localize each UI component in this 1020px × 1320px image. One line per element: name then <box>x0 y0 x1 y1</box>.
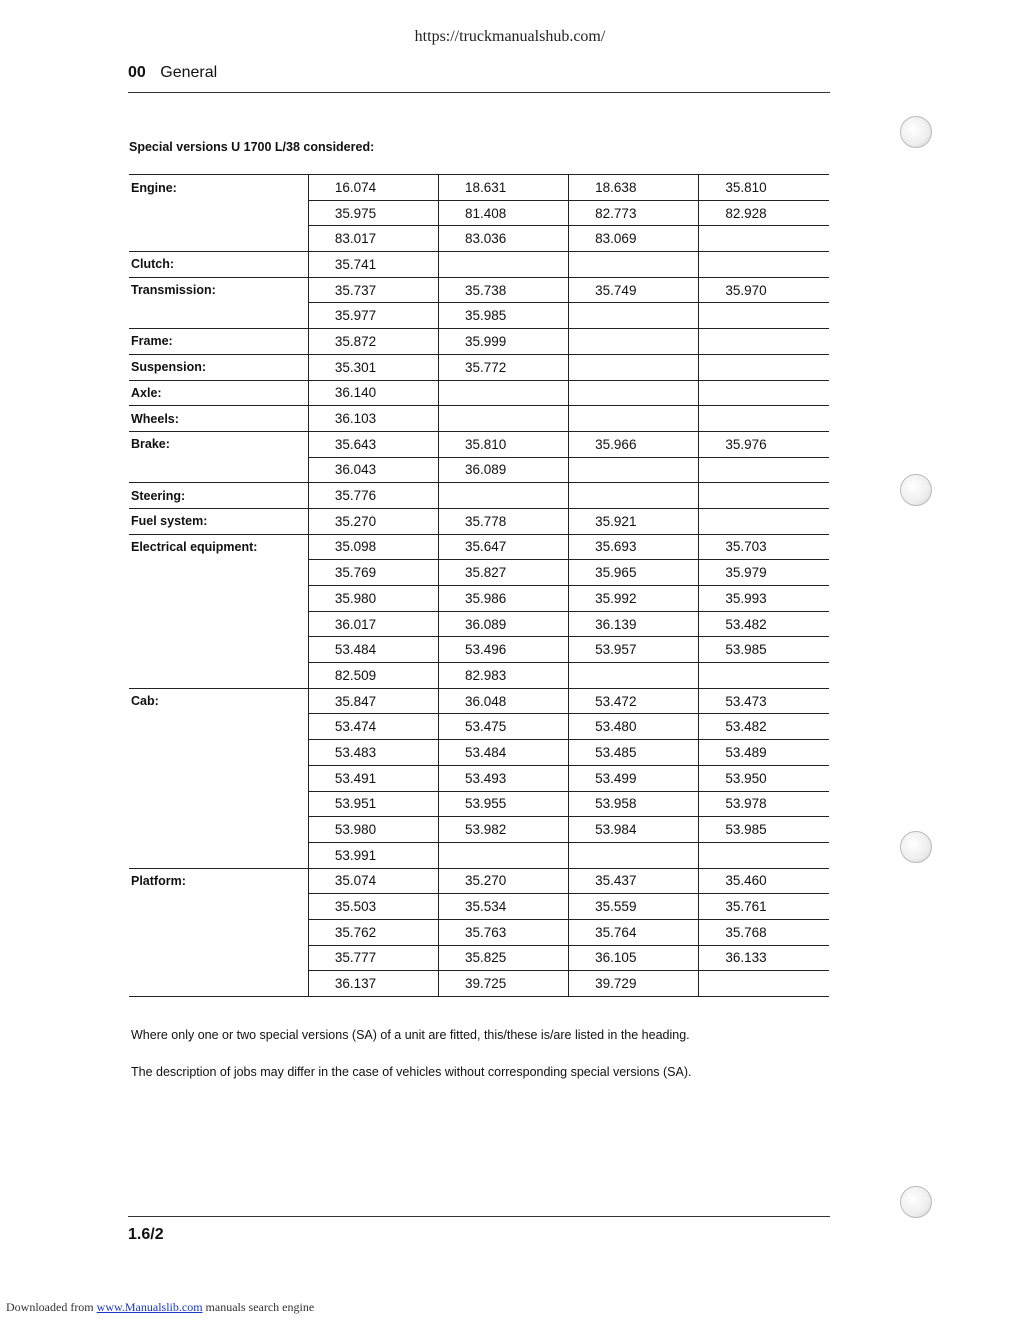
version-cell: 16.074 <box>308 175 438 201</box>
version-cell: 53.985 <box>699 637 829 663</box>
binder-hole-icon <box>900 1186 932 1218</box>
unit-label <box>129 611 308 637</box>
version-cell: 18.638 <box>569 175 699 201</box>
header-rule <box>128 92 830 93</box>
version-cell: 53.499 <box>569 765 699 791</box>
table-row <box>129 817 829 843</box>
unit-label <box>129 842 308 868</box>
unit-label <box>129 663 308 689</box>
version-cell: 53.984 <box>569 817 699 843</box>
version-cell: 35.643 <box>308 431 438 457</box>
version-cell: 35.741 <box>308 252 438 278</box>
table-row <box>129 303 829 329</box>
version-cell: 53.485 <box>569 740 699 766</box>
version-cell <box>439 406 569 432</box>
manualslib-link[interactable]: www.Manualslib.com <box>96 1300 203 1314</box>
version-cell: 35.976 <box>699 431 829 457</box>
version-cell: 35.749 <box>569 277 699 303</box>
unit-label <box>129 457 308 483</box>
table-row <box>129 740 829 766</box>
version-cell <box>699 483 829 509</box>
version-cell: 82.509 <box>308 663 438 689</box>
version-cell: 35.975 <box>308 200 438 226</box>
version-cell: 36.139 <box>569 611 699 637</box>
unit-label: Suspension: <box>129 354 308 380</box>
footer-suffix: manuals search engine <box>202 1300 315 1314</box>
unit-label <box>129 894 308 920</box>
version-cell: 35.738 <box>439 277 569 303</box>
note-two: The description of jobs may differ in the case of vehicles without corresponding special versions (SA). <box>131 1065 692 1079</box>
table-row <box>129 508 829 534</box>
version-cell <box>699 971 829 997</box>
table-row <box>129 406 829 432</box>
table-row <box>129 868 829 894</box>
version-cell <box>439 380 569 406</box>
download-footer <box>6 1300 314 1315</box>
table-row <box>129 894 829 920</box>
unit-label: Steering: <box>129 483 308 509</box>
version-cell <box>699 842 829 868</box>
note-one: Where only one or two special versions (SA) of a unit are fitted, this/these is/are listed in the heading. <box>131 1028 690 1042</box>
unit-label <box>129 714 308 740</box>
unit-label <box>129 765 308 791</box>
version-cell: 53.474 <box>308 714 438 740</box>
version-cell: 53.982 <box>439 817 569 843</box>
version-cell: 81.408 <box>439 200 569 226</box>
version-cell: 36.105 <box>569 945 699 971</box>
version-cell: 53.950 <box>699 765 829 791</box>
version-cell <box>699 380 829 406</box>
version-cell: 35.074 <box>308 868 438 894</box>
version-cell: 35.503 <box>308 894 438 920</box>
table-row <box>129 354 829 380</box>
version-cell: 35.737 <box>308 277 438 303</box>
unit-label <box>129 586 308 612</box>
version-cell: 53.957 <box>569 637 699 663</box>
version-cell <box>569 380 699 406</box>
table-row <box>129 380 829 406</box>
version-cell: 36.137 <box>308 971 438 997</box>
version-cell: 35.827 <box>439 560 569 586</box>
version-cell <box>569 354 699 380</box>
version-cell: 53.951 <box>308 791 438 817</box>
version-cell <box>439 252 569 278</box>
version-cell: 83.069 <box>569 226 699 252</box>
unit-label <box>129 303 308 329</box>
version-cell: 53.958 <box>569 791 699 817</box>
version-cell: 82.983 <box>439 663 569 689</box>
unit-label <box>129 817 308 843</box>
version-cell: 35.965 <box>569 560 699 586</box>
version-cell: 53.980 <box>308 817 438 843</box>
version-cell <box>569 842 699 868</box>
unit-label <box>129 945 308 971</box>
version-cell: 35.769 <box>308 560 438 586</box>
version-cell: 35.764 <box>569 919 699 945</box>
table-row <box>129 688 829 714</box>
version-cell <box>699 252 829 278</box>
unit-label <box>129 740 308 766</box>
table-row <box>129 663 829 689</box>
unit-label <box>129 971 308 997</box>
version-cell <box>439 483 569 509</box>
version-cell: 35.098 <box>308 534 438 560</box>
version-cell: 35.534 <box>439 894 569 920</box>
version-cell: 35.992 <box>569 586 699 612</box>
unit-label <box>129 560 308 586</box>
version-cell: 36.089 <box>439 611 569 637</box>
version-cell: 36.103 <box>308 406 438 432</box>
unit-label: Wheels: <box>129 406 308 432</box>
version-cell: 53.472 <box>569 688 699 714</box>
table-row <box>129 637 829 663</box>
version-cell: 53.496 <box>439 637 569 663</box>
version-cell: 35.647 <box>439 534 569 560</box>
table-row <box>129 277 829 303</box>
version-cell: 35.979 <box>699 560 829 586</box>
footer-rule <box>128 1216 830 1217</box>
version-cell: 53.480 <box>569 714 699 740</box>
unit-label: Electrical equipment: <box>131 540 258 555</box>
version-cell: 35.270 <box>308 508 438 534</box>
version-cell <box>569 303 699 329</box>
footer-prefix: Downloaded from <box>6 1300 97 1314</box>
version-cell: 35.825 <box>439 945 569 971</box>
section-title: General <box>160 64 218 81</box>
version-cell <box>569 457 699 483</box>
version-cell <box>699 354 829 380</box>
version-cell: 35.985 <box>439 303 569 329</box>
version-cell: 35.993 <box>699 586 829 612</box>
table-row <box>129 560 829 586</box>
version-cell: 35.778 <box>439 508 569 534</box>
unit-label: Fuel system: <box>129 508 308 534</box>
table-row <box>129 329 829 355</box>
version-cell: 35.847 <box>308 688 438 714</box>
unit-label: Axle: <box>129 380 308 406</box>
table-row <box>129 945 829 971</box>
version-cell: 35.777 <box>308 945 438 971</box>
version-cell: 83.017 <box>308 226 438 252</box>
version-cell: 53.978 <box>699 791 829 817</box>
version-cell <box>699 406 829 432</box>
version-cell: 18.631 <box>439 175 569 201</box>
version-cell: 39.729 <box>569 971 699 997</box>
version-cell: 35.763 <box>439 919 569 945</box>
version-cell: 35.810 <box>699 175 829 201</box>
version-cell: 53.985 <box>699 817 829 843</box>
version-cell: 53.483 <box>308 740 438 766</box>
table-row <box>129 842 829 868</box>
version-cell: 53.955 <box>439 791 569 817</box>
table-row <box>129 971 829 997</box>
version-cell: 36.048 <box>439 688 569 714</box>
special-versions-table <box>129 174 829 997</box>
version-cell: 53.475 <box>439 714 569 740</box>
version-cell: 35.810 <box>439 431 569 457</box>
table-row <box>129 200 829 226</box>
table-row <box>129 252 829 278</box>
version-cell: 35.437 <box>569 868 699 894</box>
version-cell <box>699 663 829 689</box>
version-cell: 35.762 <box>308 919 438 945</box>
version-cell <box>569 483 699 509</box>
version-cell <box>569 329 699 355</box>
version-cell: 35.761 <box>699 894 829 920</box>
version-cell: 36.089 <box>439 457 569 483</box>
unit-label <box>129 637 308 663</box>
version-cell: 53.489 <box>699 740 829 766</box>
intro-heading: Special versions U 1700 L/38 considered: <box>129 140 375 154</box>
table-row <box>129 175 829 201</box>
source-url: https://truckmanualshub.com/ <box>414 28 606 45</box>
version-cell <box>699 508 829 534</box>
version-cell <box>699 329 829 355</box>
version-cell: 35.703 <box>699 534 829 560</box>
version-cell <box>569 252 699 278</box>
unit-label: Transmission: <box>131 283 216 298</box>
binder-hole-icon <box>900 116 932 148</box>
version-cell: 36.133 <box>699 945 829 971</box>
version-cell: 36.043 <box>308 457 438 483</box>
binder-hole-icon <box>900 474 932 506</box>
version-cell: 35.970 <box>699 277 829 303</box>
version-cell: 35.776 <box>308 483 438 509</box>
unit-label <box>129 791 308 817</box>
version-cell <box>699 303 829 329</box>
unit-label <box>129 919 308 945</box>
version-cell <box>699 226 829 252</box>
table-row <box>129 483 829 509</box>
unit-label: Brake: <box>131 437 170 452</box>
table-row <box>129 765 829 791</box>
unit-label: Clutch: <box>129 252 308 278</box>
version-cell: 53.991 <box>308 842 438 868</box>
version-cell: 35.772 <box>439 354 569 380</box>
version-cell: 35.301 <box>308 354 438 380</box>
version-cell: 53.482 <box>699 611 829 637</box>
version-cell: 53.484 <box>308 637 438 663</box>
unit-label: Platform: <box>131 874 186 889</box>
version-cell: 35.768 <box>699 919 829 945</box>
table-row <box>129 431 829 457</box>
version-cell: 53.484 <box>439 740 569 766</box>
version-cell: 36.017 <box>308 611 438 637</box>
version-cell: 53.482 <box>699 714 829 740</box>
unit-label: Frame: <box>129 329 308 355</box>
version-cell: 39.725 <box>439 971 569 997</box>
version-cell <box>569 406 699 432</box>
version-cell: 36.140 <box>308 380 438 406</box>
version-cell: 35.966 <box>569 431 699 457</box>
version-cell: 35.460 <box>699 868 829 894</box>
version-cell <box>439 842 569 868</box>
table-row <box>129 791 829 817</box>
version-cell: 35.872 <box>308 329 438 355</box>
table-row <box>129 714 829 740</box>
version-cell: 35.921 <box>569 508 699 534</box>
version-cell: 35.986 <box>439 586 569 612</box>
unit-label <box>129 226 308 252</box>
version-cell: 35.559 <box>569 894 699 920</box>
version-cell <box>569 663 699 689</box>
section-header <box>128 64 217 82</box>
version-cell: 82.928 <box>699 200 829 226</box>
table-row <box>129 586 829 612</box>
unit-label: Cab: <box>131 694 159 709</box>
version-cell: 35.270 <box>439 868 569 894</box>
unit-label: Engine: <box>129 175 308 201</box>
table-row <box>129 534 829 560</box>
section-number: 00 <box>128 64 146 81</box>
version-cell: 53.491 <box>308 765 438 791</box>
version-cell: 35.977 <box>308 303 438 329</box>
table-row <box>129 919 829 945</box>
page-number: 1.6/2 <box>128 1226 164 1243</box>
table-row <box>129 457 829 483</box>
version-cell: 35.693 <box>569 534 699 560</box>
version-cell <box>699 457 829 483</box>
unit-label <box>129 200 308 226</box>
version-cell: 35.980 <box>308 586 438 612</box>
table-row <box>129 611 829 637</box>
binder-hole-icon <box>900 831 932 863</box>
version-cell: 82.773 <box>569 200 699 226</box>
table-row <box>129 226 829 252</box>
version-cell: 83.036 <box>439 226 569 252</box>
version-cell: 35.999 <box>439 329 569 355</box>
version-cell: 53.493 <box>439 765 569 791</box>
version-cell: 53.473 <box>699 688 829 714</box>
